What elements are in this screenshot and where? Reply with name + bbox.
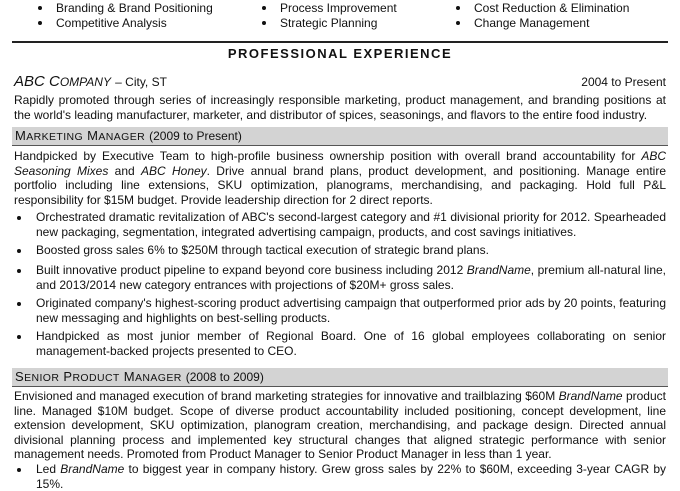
company-name: ABC COMPANY – City, ST [14,73,167,90]
competency-item: Cost Reduction & Elimination [456,1,629,15]
role-years: (2008 to 2009) [185,370,264,384]
bullet-icon [38,6,42,10]
bullet-icon [456,21,460,25]
achievement-bullet: Led BrandName to biggest year in company history. Grew gross sales by 22% to $60M, exceeding 3-year CAGR by 15%. [36,462,667,491]
company-summary: Rapidly promoted through series of increasingly responsible marketing, product management, and branding positions at the world's leading manufacturer, marketer, and distributor of spices, seasonings, and flavors to the entire food industry. [14,93,666,122]
role-header [12,127,668,146]
role-years: (2009 to Present) [149,129,242,143]
competency-item: Change Management [456,16,589,30]
company-dates: 2004 to Present [581,75,666,89]
competency-item: Competitive Analysis [38,16,167,30]
role-description: Handpicked by Executive Team to high-profile business ownership position with overall brand accountability for ABC Seasoning Mixes and ABC Honey. Drive annual brand plans, product development, and positioning. Manage entire portfolio including line extensions, SKU optimization, planograms, merchandising, and packaging. Hold full P&L responsibility for $15M budget. Provide leadership direction for 2 direct reports. [14,149,666,207]
company-location: – City, ST [115,75,167,89]
achievement-bullet: Orchestrated dramatic revitalization of ABC's second-largest category and #1 divisional priority for 2012. Spearheaded new packaging, segmentation, integrated advertising campaign, products, and cost savings initiatives. [36,210,666,239]
competency-item: Branding & Brand Positioning [38,1,213,15]
role-title: MARKETING MANAGER (2009 to Present) [15,128,242,143]
bullet-icon [456,6,460,10]
achievement-bullet: Originated company's highest-scoring product advertising campaign that outperformed prior ads by 20 points, featuring new messaging and highlights on best-selling products. [36,296,666,325]
bullet-icon [38,21,42,25]
role-header [12,368,668,387]
role-description: Envisioned and managed execution of brand marketing strategies for innovative and trailblazing $60M BrandName product line. Managed $10M budget. Scope of diverse product accountability included positioning, concept development, line extension development, SKU optimization, planogram creation, merchandising, and package design. Directed annual divisional planning process and implemented key structural changes that aligned strategic performance with senior management needs. Promoted from Product Manager to Senior Product Manager in less than 1 year. [14,389,666,461]
core-competencies [0,0,680,34]
achievement-bullet: Boosted gross sales 6% to $250M through tactical execution of strategic brand plans. [36,243,666,258]
section-title: PROFESSIONAL EXPERIENCE [227,46,453,61]
section-divider [12,41,668,43]
company-header [14,73,666,89]
role-title: SENIOR PRODUCT MANAGER (2008 to 2009) [15,369,264,384]
achievement-bullet: Handpicked as most junior member of Regional Board. One of 16 global employees collaborating on senior management-backed projects presented to CEO. [36,329,666,358]
competency-item: Process Improvement [262,1,397,15]
competency-item: Strategic Planning [262,16,377,30]
bullet-icon [262,6,266,10]
bullet-icon [262,21,266,25]
achievement-bullet: Built innovative product pipeline to expand beyond core business including 2012 BrandName, premium all-natural line, and 2013/2014 new category entrances with projections of $20M+ gross sales. [36,263,667,292]
